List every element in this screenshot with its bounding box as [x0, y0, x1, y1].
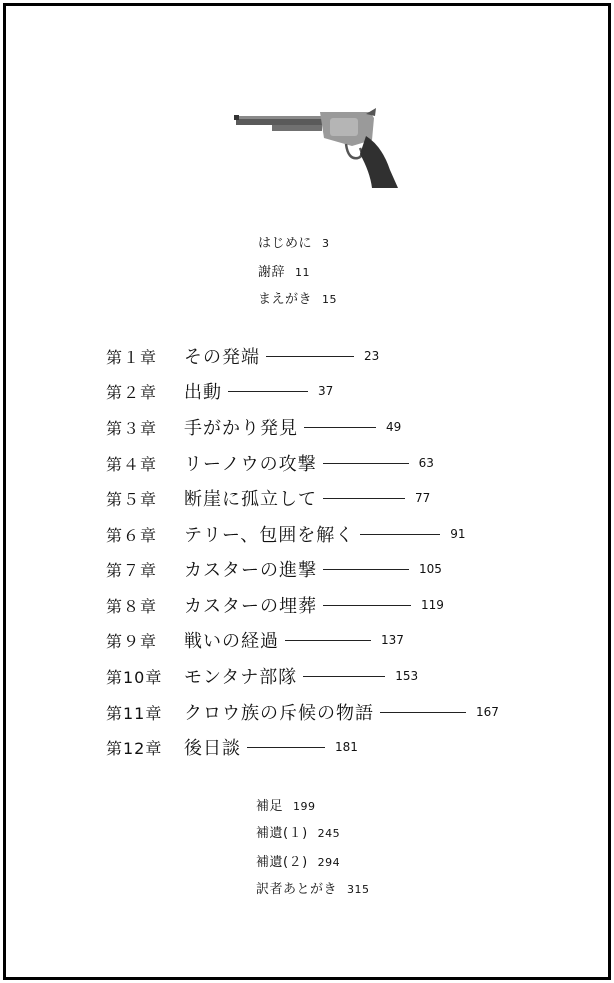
chapter-label: 第４章	[106, 454, 158, 474]
leader-line	[323, 605, 411, 606]
toc-back-item	[256, 795, 316, 814]
toc-front-title: はじめに	[258, 236, 313, 251]
toc-back-item	[256, 822, 340, 841]
toc-chapter-row	[106, 590, 444, 620]
chapter-page: 49	[386, 420, 402, 434]
chapter-label: 第10章	[106, 667, 163, 687]
leader-line	[304, 427, 376, 428]
chapter-page: 37	[318, 384, 334, 398]
chapter-label: 第９章	[106, 631, 158, 651]
toc-back-page: 245	[317, 827, 341, 840]
chapter-title: 断崖に孤立して	[184, 489, 317, 510]
revolver-icon	[232, 106, 402, 192]
toc-back-title: 補遺(２)	[256, 855, 308, 870]
toc-front-item	[258, 261, 310, 280]
leader-line	[323, 498, 405, 499]
toc-chapter-row	[106, 376, 333, 406]
chapter-label: 第７章	[106, 560, 158, 580]
chapter-label: 第５章	[106, 489, 158, 509]
chapter-title: テリー、包囲を解く	[184, 525, 355, 546]
chapter-title: カスターの埋葬	[184, 596, 317, 617]
chapter-page: 23	[364, 349, 380, 363]
toc-front-page: 15	[322, 293, 338, 306]
toc-chapter-row	[106, 519, 466, 549]
toc-back-page: 315	[347, 883, 370, 896]
toc-back-page: 294	[317, 856, 341, 869]
toc-front-title: 謝辞	[258, 265, 286, 280]
chapter-page: 63	[418, 456, 434, 470]
chapter-page: 153	[395, 669, 419, 683]
toc-front-page: 3	[322, 237, 330, 250]
chapter-title: 出動	[184, 382, 222, 403]
toc-back-title: 訳者あとがき	[256, 882, 338, 897]
chapter-title: モンタナ部隊	[184, 667, 298, 688]
chapter-title: 手がかり発見	[184, 418, 298, 439]
toc-chapter-row	[106, 448, 434, 478]
chapter-label: 第１章	[106, 347, 158, 367]
leader-line	[266, 356, 354, 357]
toc-back-page: 199	[293, 800, 316, 813]
leader-line	[380, 712, 466, 713]
chapter-page: 105	[419, 562, 442, 576]
leader-line	[285, 640, 371, 641]
chapter-page: 119	[421, 598, 444, 612]
chapter-page: 181	[335, 740, 358, 754]
chapter-page: 91	[450, 527, 466, 541]
chapter-title: カスターの進撃	[184, 560, 317, 581]
toc-back-title: 補遺(１)	[256, 826, 308, 841]
chapter-title: クロウ族の斥候の物語	[184, 703, 374, 724]
chapter-label: 第８章	[106, 596, 158, 616]
leader-line	[228, 391, 308, 392]
chapter-title: 戦いの経過	[184, 631, 279, 652]
chapter-label: 第12章	[106, 738, 163, 758]
toc-front-item	[258, 232, 330, 251]
leader-line	[323, 463, 409, 464]
leader-line	[303, 676, 385, 677]
toc-chapter-row	[106, 341, 379, 371]
chapter-label: 第３章	[106, 418, 158, 438]
toc-back-item	[256, 851, 340, 870]
toc-back-title: 補足	[256, 799, 284, 814]
leader-line	[360, 534, 440, 535]
chapter-label: 第６章	[106, 525, 158, 545]
toc-front-title: まえがき	[258, 292, 313, 307]
chapter-page: 77	[415, 491, 431, 505]
toc-chapter-row	[106, 661, 418, 691]
leader-line	[247, 747, 325, 748]
toc-chapter-row	[106, 483, 430, 513]
chapter-title: その発端	[184, 347, 260, 368]
toc-front-page: 11	[295, 266, 311, 279]
chapter-title: リーノウの攻撃	[184, 454, 317, 475]
toc-chapter-row	[106, 732, 358, 762]
toc-chapter-row	[106, 412, 401, 442]
toc-back-item	[256, 878, 370, 897]
chapter-title: 後日談	[184, 738, 241, 759]
chapter-label: 第11章	[106, 703, 163, 723]
chapter-page: 137	[381, 633, 404, 647]
toc-chapter-row	[106, 625, 404, 655]
chapter-label: 第２章	[106, 382, 158, 402]
toc-chapter-row	[106, 697, 499, 727]
leader-line	[323, 569, 409, 570]
toc-chapter-row	[106, 554, 442, 584]
toc-front-item	[258, 288, 337, 307]
chapter-page: 167	[476, 705, 499, 719]
